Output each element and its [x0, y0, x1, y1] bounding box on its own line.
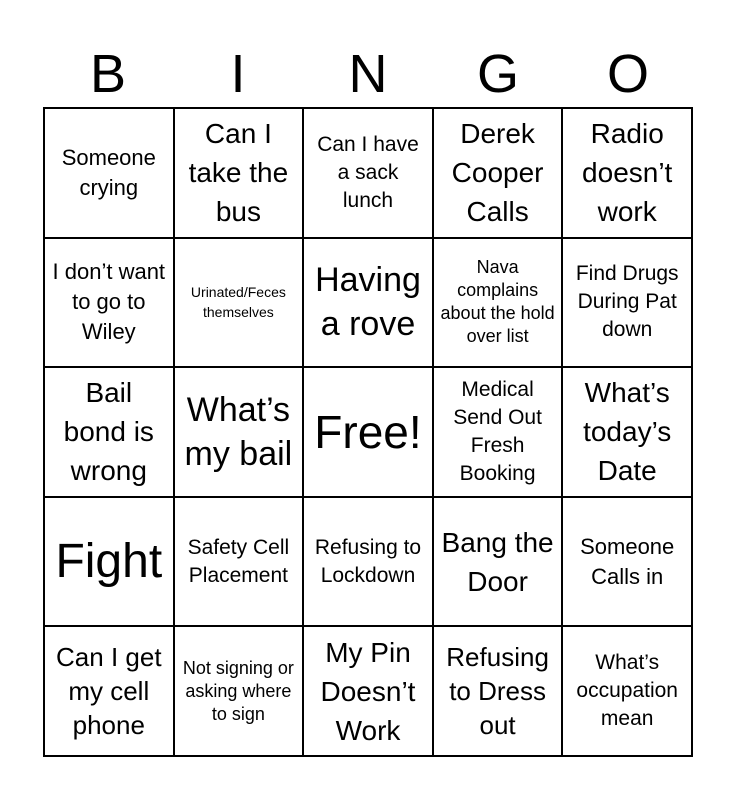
cell-text: Refusing to Lockdown — [314, 535, 422, 587]
bingo-cell-r5c5[interactable] — [562, 626, 692, 756]
bingo-cell-r2c3[interactable] — [303, 238, 433, 368]
bingo-cell-r5c2[interactable] — [174, 626, 304, 756]
cell-text: Bang the Door — [441, 526, 554, 597]
cell-text: Bail bond is wrong — [63, 377, 154, 487]
cell-text: Find Drugs During Pat down — [575, 262, 679, 342]
cell-text: What’s occupation mean — [576, 651, 678, 731]
cell-text: Urinated/Feces themselves — [190, 284, 286, 321]
bingo-cell-r1c4[interactable] — [433, 108, 563, 238]
cell-text: Can I have a sack lunch — [317, 132, 419, 212]
header-letter-g: G — [476, 44, 519, 104]
bingo-cell-r4c4[interactable] — [433, 497, 563, 627]
bingo-cell-r2c4[interactable] — [433, 238, 563, 368]
bingo-cell-r2c2[interactable] — [174, 238, 304, 368]
cell-text: What’s my bail — [184, 390, 293, 473]
header-letter-n: N — [348, 44, 388, 104]
cell-text: I don’t want to go to Wiley — [52, 259, 166, 345]
bingo-cell-free[interactable] — [303, 367, 433, 497]
bingo-cell-r5c4[interactable] — [433, 626, 563, 756]
bingo-cell-r5c3[interactable] — [303, 626, 433, 756]
bingo-cell-r1c1[interactable] — [44, 108, 174, 238]
bingo-cell-r4c5[interactable] — [562, 497, 692, 627]
cell-text: What’s today’s Date — [583, 377, 672, 487]
bingo-cell-r1c3[interactable] — [303, 108, 433, 238]
bingo-cell-r1c5[interactable] — [562, 108, 692, 238]
bingo-cell-r2c1[interactable] — [44, 238, 174, 368]
bingo-cell-r4c2[interactable] — [174, 497, 304, 627]
cell-text: Having a rove — [315, 261, 421, 344]
bingo-cell-r4c3[interactable] — [303, 497, 433, 627]
bingo-cell-r3c1[interactable] — [44, 367, 174, 497]
cell-text: Someone Calls in — [580, 533, 675, 589]
cell-text: Someone crying — [61, 144, 156, 200]
cell-text: Nava complains about the hold over list — [440, 257, 555, 347]
cell-text: Can I get my cell phone — [56, 642, 162, 741]
header-letter-b: B — [89, 44, 127, 104]
header-letter-o: O — [606, 44, 649, 104]
bingo-cell-r3c4[interactable] — [433, 367, 563, 497]
cell-text: Refusing to Dress out — [446, 642, 549, 741]
bingo-header — [43, 40, 693, 108]
cell-text: Medical Send Out Fresh Booking — [453, 377, 542, 485]
bingo-cell-r5c1[interactable] — [44, 626, 174, 756]
header-letter-i: I — [230, 44, 246, 104]
bingo-grid — [43, 107, 693, 757]
cell-text: Fight — [55, 534, 163, 588]
cell-text: Radio doesn’t work — [582, 118, 673, 228]
cell-text: Safety Cell Placement — [187, 535, 290, 587]
cell-text: Derek Cooper Calls — [451, 118, 544, 228]
bingo-cell-r3c5[interactable] — [562, 367, 692, 497]
cell-text: Not signing or asking where to sign — [182, 657, 294, 724]
bingo-cell-r4c1[interactable] — [44, 497, 174, 627]
bingo-cell-r1c2[interactable] — [174, 108, 304, 238]
bingo-cell-r2c5[interactable] — [562, 238, 692, 368]
cell-text: Free! — [314, 405, 422, 458]
cell-text: My Pin Doesn’t Work — [320, 636, 416, 746]
cell-text: Can I take the bus — [188, 118, 289, 228]
bingo-cell-r3c2[interactable] — [174, 367, 304, 497]
